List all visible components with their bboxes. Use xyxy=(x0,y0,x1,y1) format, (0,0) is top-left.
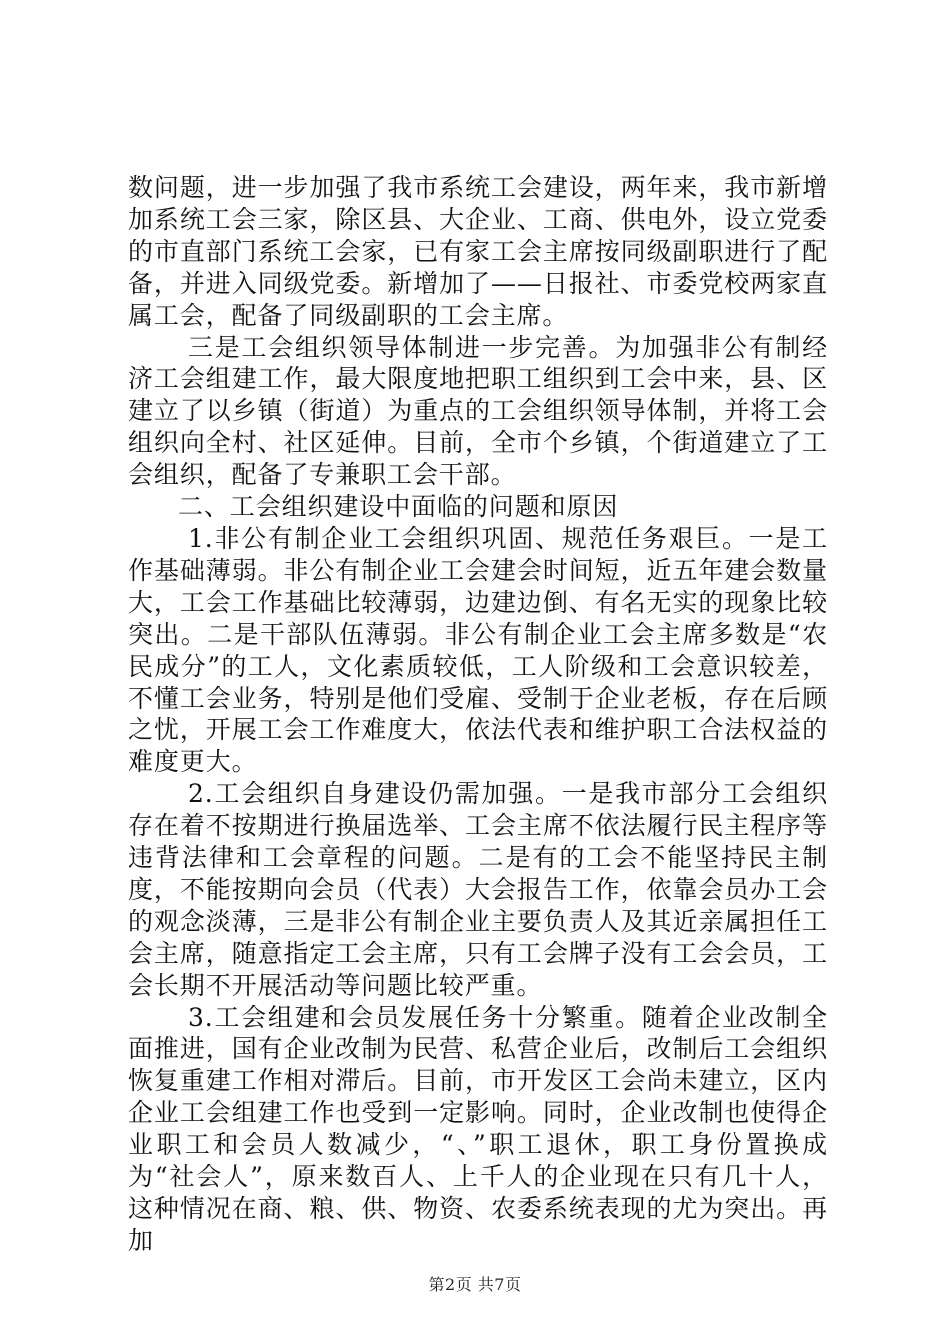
paragraph-issue-1: 1.非公有制企业工会组织巩固、规范任务艰巨。一是工作基础薄弱。非公有制企业工会建会时间短，近五年建会数量大，工会工作基础比较薄弱，边建边倒、有名无实的现象比较突出。二是干部队伍薄弱。非公有制企业工会主席多数是“农民成分”的工人，文化素质较低，工人阶级和工会意识较差，不懂工会业务，特别是他们受雇、受制于企业老板，存在后顾之忧，开展工会工作难度大，依法代表和维护职工合法权益的难度更大。 xyxy=(128,523,828,777)
paragraph-issue-2: 2.工会组织自身建设仍需加强。一是我市部分工会组织存在着不按期进行换届选举、工会主席不依法履行民主程序等违背法律和工会章程的问题。二是有的工会不能坚持民主制度，不能按期向会员（代表）大会报告工作，依靠会员办工会的观念淡薄，三是非公有制企业主要负责人及其近亲属担任工会主席，随意指定工会主席，只有工会牌子没有工会会员，工会长期不开展活动等问题比较严重。 xyxy=(128,779,828,1000)
paragraph-point-three: 三是工会组织领导体制进一步完善。为加强非公有制经济工会组建工作，最大限度地把职工组织到工会中来，县、区建立了以乡镇（街道）为重点的工会组织领导体制，并将工会组织向全村、社区延伸。目前，全市个乡镇，个街道建立了工会组织，配备了专兼职工会干部。 xyxy=(128,332,828,490)
document-body xyxy=(128,172,828,1257)
paragraph-continuation: 数问题，进一步加强了我市系统工会建设，两年来，我市新增加系统工会三家，除区县、大企业、工商、供电外，设立党委的市直部门系统工会家，已有家工会主席按同级副职进行了配备，并进入同级党委。新增加了——日报社、市委党校两家直属工会，配备了同级副职的工会主席。 xyxy=(128,173,828,330)
page-footer xyxy=(0,1272,950,1295)
page-number-label: 第2页 共7页 xyxy=(428,1275,522,1294)
section-heading: 二、工会组织建设中面临的问题和原因 xyxy=(178,492,619,522)
paragraph-issue-3: 3.工会组建和会员发展任务十分繁重。随着企业改制全面推进，国有企业改制为民营、私营企业后，改制后工会组织恢复重建工作相对滞后。目前，市开发区工会尚未建立，区内企业工会组建工作也受到一定影响。同时，企业改制也使得企业职工和会员人数减少，“、”职工退休，职工身份置换成为“社会人”，原来数百人、上千人的企业现在只有几十人，这种情况在商、粮、供、物资、农委系统表现的尤为突出。再加 xyxy=(128,1002,828,1255)
